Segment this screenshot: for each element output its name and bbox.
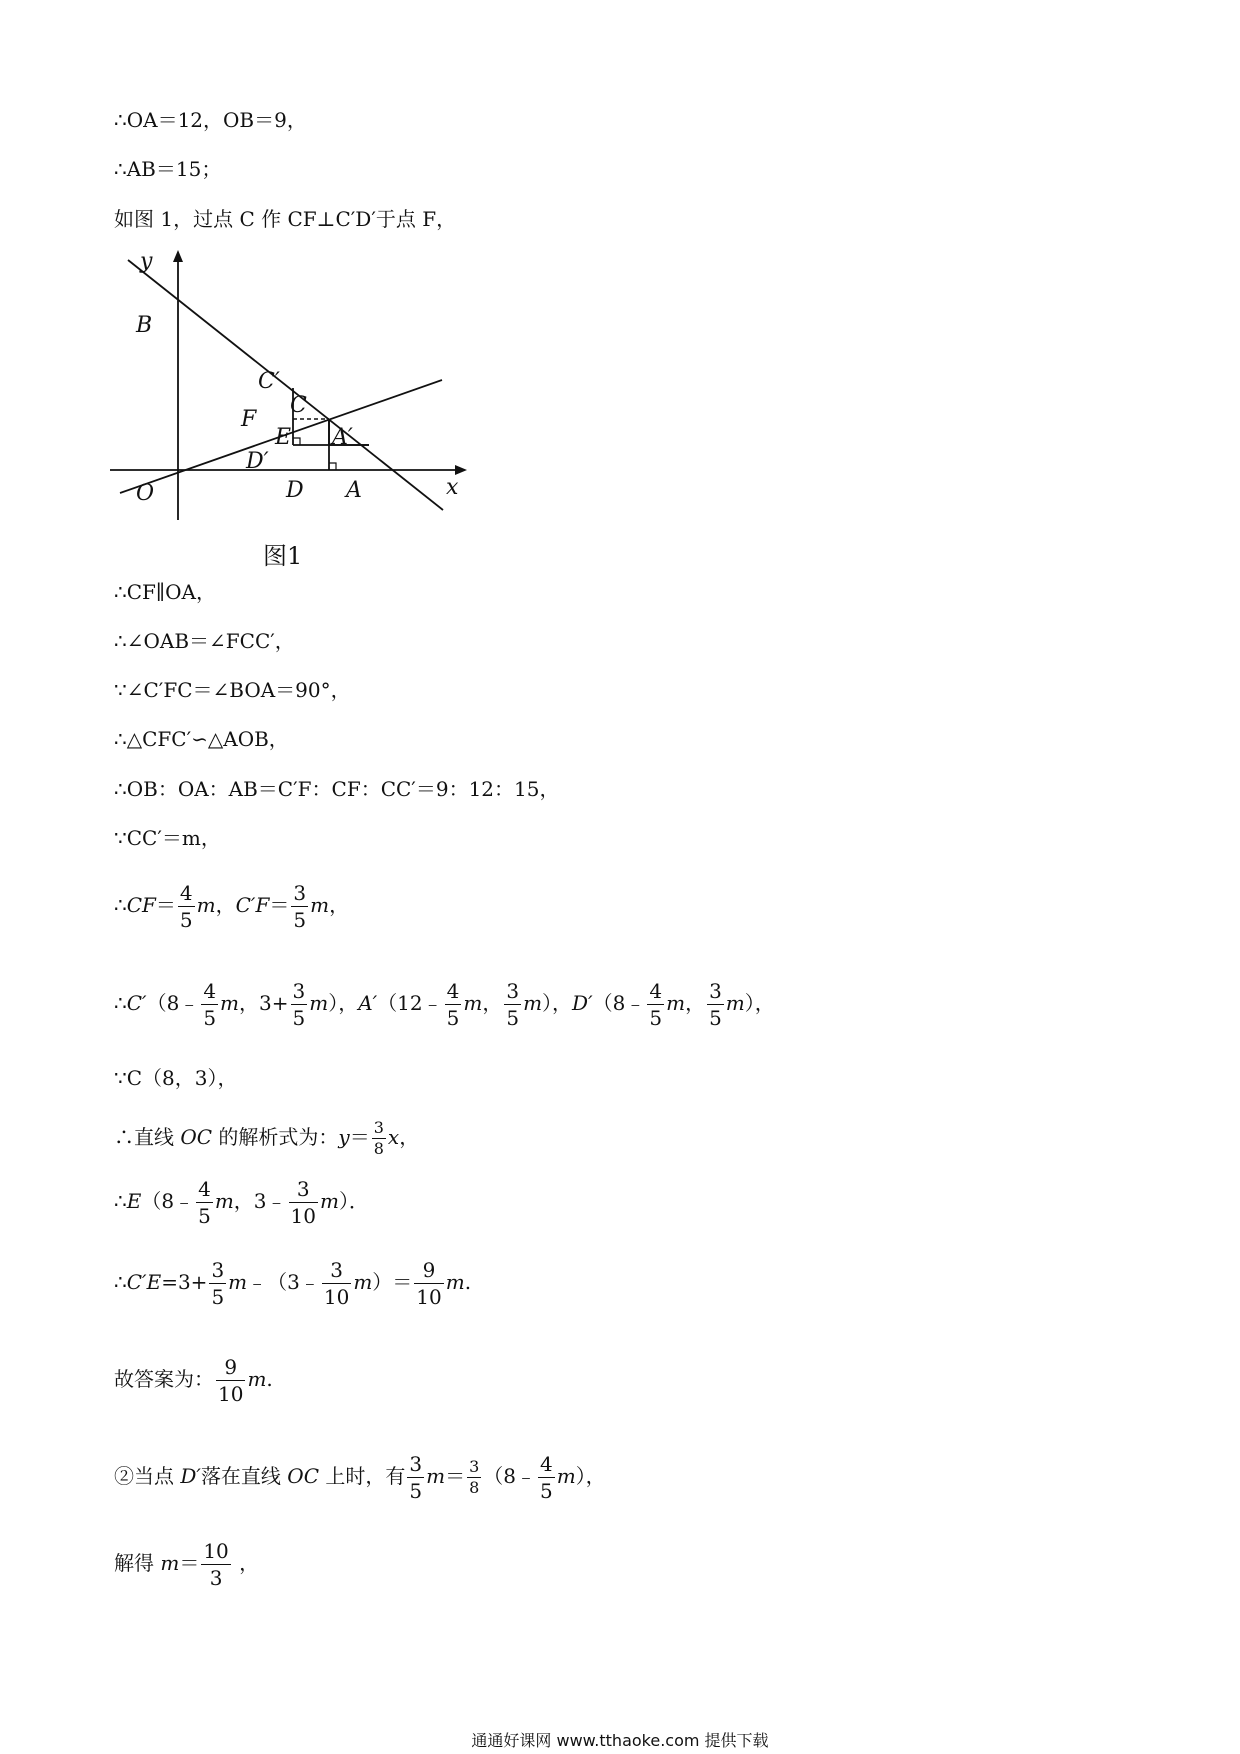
label-a: A	[346, 478, 362, 503]
label-c-prime: C′	[258, 369, 280, 394]
figure-caption: 图1	[263, 542, 303, 570]
line-c-coord: ∵C（8，3），	[114, 1066, 238, 1090]
label-x: x	[446, 475, 459, 500]
figure-1	[110, 250, 470, 530]
line-construct-cf: 如图 1，过点 C 作 CF⊥C′D′于点 F，	[114, 207, 457, 231]
label-e: E	[275, 425, 292, 450]
line-oa-ob: ∴OA＝12，OB＝9，	[114, 108, 307, 132]
line-e-coord: ∴E（8﹣ $\frac{4}{5}$ m，3﹣ $\frac{3}{10}$ m）．	[114, 1177, 369, 1228]
label-d-prime: D′	[246, 449, 269, 474]
x-axis-arrow	[455, 465, 467, 475]
label-a-prime: A′	[332, 425, 353, 450]
label-b: B	[136, 313, 153, 338]
line-answer: 故答案为： $\frac{9}{10}$ m.	[114, 1355, 273, 1406]
line-cf-value: ∴CF＝ $\frac{4}{5}$ m，C′F＝ $\frac{3}{5}$ m，	[114, 881, 350, 932]
line-similar-triangles: ∴△CFC′∽△AOB，	[114, 727, 289, 751]
right-angle-d	[329, 463, 336, 470]
label-y: y	[140, 250, 153, 274]
label-d: D	[286, 478, 304, 503]
right-angle-d-prime	[293, 438, 300, 445]
line-oc-equation: ∴直线 OC 的解析式为：y＝ $\frac{3}{8}$ x，	[114, 1118, 420, 1158]
line-cc-prime: ∵CC′＝m，	[114, 826, 221, 850]
line-angle-equal: ∴∠OAB＝∠FCC′，	[114, 629, 295, 653]
line-ratio: ∴OB：OA：AB＝C′F：CF：CC′＝9：12：15，	[114, 777, 560, 801]
label-o: O	[136, 481, 155, 506]
line-ce-length: ∴C′E=3+ $\frac{3}{5}$ m﹣（3﹣ $\frac{3}{10}$ m）＝ $\frac{9}{10}$ m.	[114, 1258, 472, 1309]
line-right-angles: ∵∠C′FC＝∠BOA＝90°，	[114, 678, 351, 702]
line-points: ∴C′（8﹣ $\frac{4}{5}$ m，3+ $\frac{3}{5}$ m），A′（12﹣ $\frac{4}{5}$ m， $\frac{3}{5}$ m），D′（8﹣ $\frac{4}{5}$ m， $\frac{3}{5}$ m），	[114, 979, 775, 1030]
line-ab	[128, 260, 443, 510]
line-cf-parallel: ∴CF∥OA，	[114, 580, 216, 604]
footer-source: 通通好课网 www.tthaoke.com 提供下载	[471, 1731, 769, 1750]
label-f: F	[241, 407, 257, 432]
label-c: C	[290, 393, 307, 418]
line-case-2: ②当点 D′落在直线 OC 上时，有 $\frac{3}{5}$ m＝ $\frac{3}{8}$ （8﹣ $\frac{4}{5}$ m），	[114, 1452, 606, 1503]
line-ab: ∴AB＝15；	[114, 157, 222, 181]
y-axis-arrow	[173, 250, 183, 262]
line-solve-m: 解得 m＝ $\frac{10}{3}$ ，	[114, 1539, 260, 1590]
